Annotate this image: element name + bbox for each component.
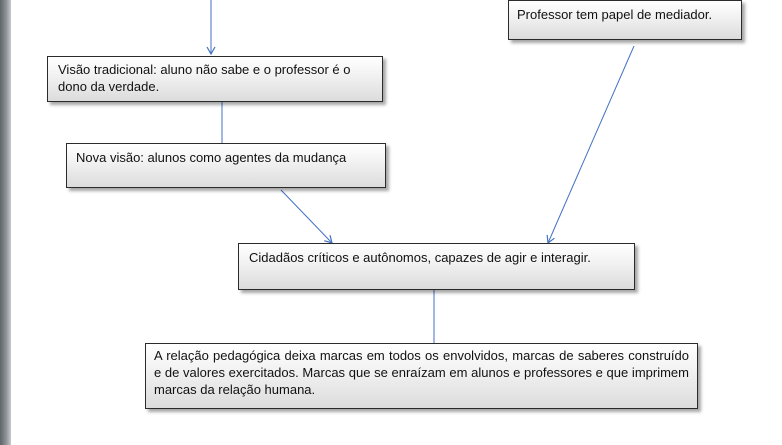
arrow-nova-to-cidadaos [281, 190, 332, 243]
node-nova-visao-text: Nova visão: alunos como agentes da mudança [76, 150, 347, 165]
node-visao-tradicional-text: Visão tradicional: aluno não sabe e o professor é o dono da verdade. [58, 62, 351, 94]
node-nova-visao [66, 143, 386, 188]
node-relacao-pedagogica-text: A relação pedagógica deixa marcas em todos os envolvidos, marcas de saberes construído e de valores exercitados. Marcas que se enraízam em alunos e professores e que imprimem marcas da relação humana. [154, 348, 689, 397]
node-visao-tradicional [47, 56, 383, 102]
node-professor-mediador-text: Professor tem papel de mediador. [517, 7, 713, 22]
node-professor-mediador [508, 0, 742, 40]
node-cidadaos-criticos-text: Cidadãos críticos e autônomos, capazes de agir e interagir. [249, 250, 591, 265]
node-cidadaos-criticos [238, 243, 635, 290]
arrow-mediador-to-cidadaos [548, 46, 634, 243]
node-relacao-pedagogica [145, 343, 698, 409]
